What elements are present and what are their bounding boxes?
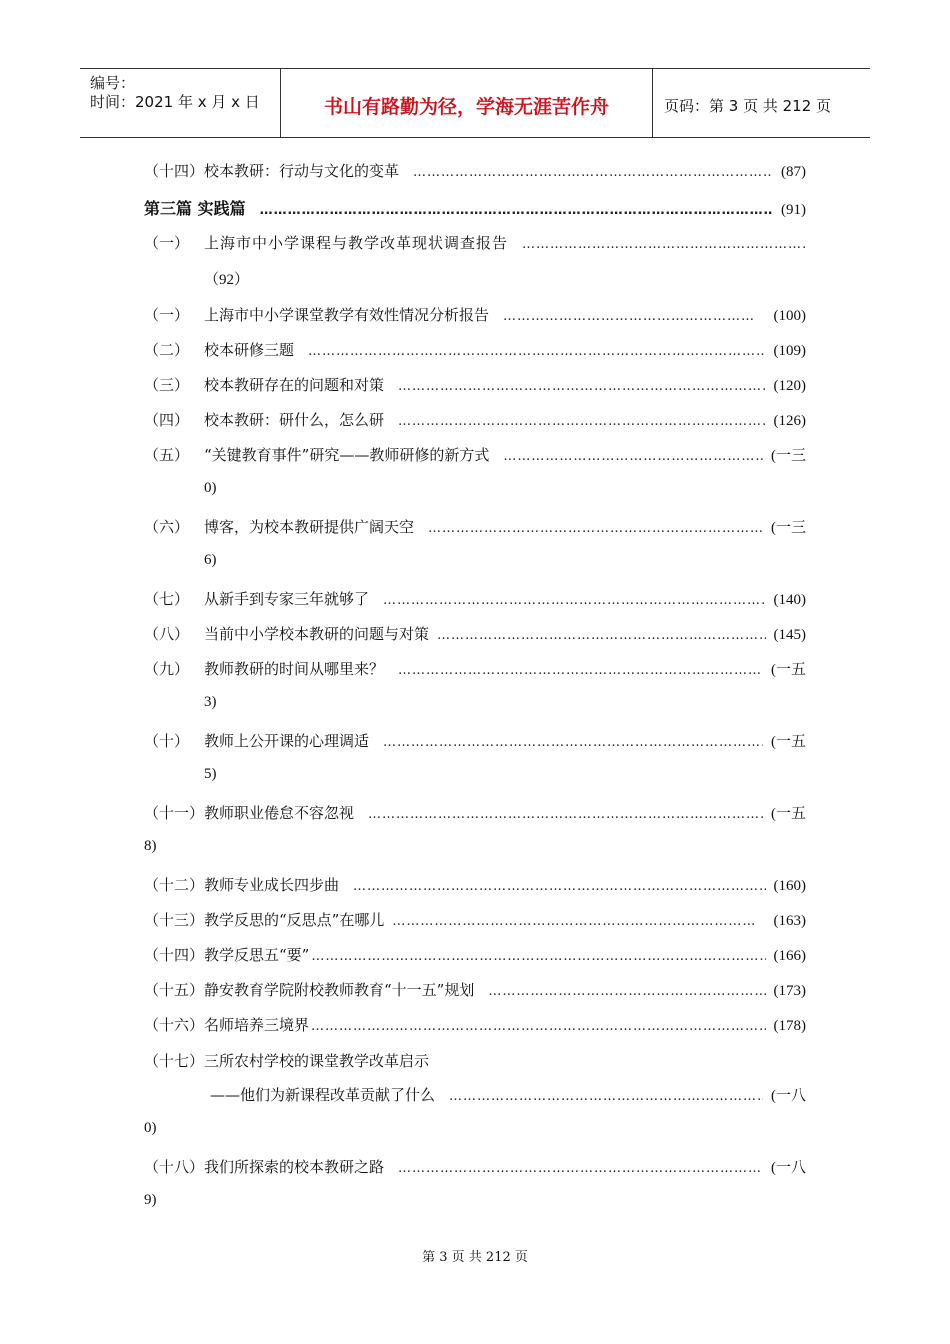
toc-part-heading[interactable] (144, 196, 806, 218)
toc-part-title: 第三篇 实践篇 (144, 199, 246, 218)
toc-leader-dots (503, 309, 755, 324)
toc-entry-number: （三） (144, 376, 190, 394)
toc-leader-dots (308, 344, 765, 359)
toc-leader-dots (488, 984, 765, 999)
toc-entry-page: (一五 (771, 662, 806, 678)
toc-entry-title: “关键教育事件”研究——教师研修的新方式 (204, 446, 490, 464)
toc-entry-number: （十） (144, 732, 190, 750)
toc-entry-title: 校本教研存在的问题和对策 (204, 376, 385, 394)
toc-entry-page: (109) (773, 343, 806, 359)
toc-entry[interactable] (144, 730, 806, 752)
code-label: 编号： (90, 74, 136, 92)
toc-entry-page-continuation: 0) (144, 1120, 157, 1136)
toc-entry-number: （一） (144, 306, 190, 324)
toc-leader-dots (368, 807, 763, 822)
toc-entry-page: (163) (773, 913, 806, 929)
toc-entry-page: (140) (773, 592, 806, 608)
toc-entry[interactable] (144, 160, 806, 182)
toc-entry[interactable] (144, 232, 806, 254)
toc-entry-title: 上海市中小学课堂教学有效性情况分析报告 (204, 306, 490, 324)
toc-entry-number: （十五） (144, 981, 205, 999)
toc-leader-dots (398, 379, 765, 394)
toc-leader-dots (449, 1089, 763, 1104)
toc-entry[interactable] (144, 339, 806, 361)
toc-entry-number: （九） (144, 660, 190, 678)
toc-entry-title: 教师上公开课的心理调适 (204, 732, 370, 750)
toc-entry-number: （十六） (144, 1016, 205, 1034)
toc-entry-title: 教师专业成长四步曲 (204, 876, 340, 894)
toc-entry-title: 校本教研：行动与文化的变革 (204, 162, 400, 180)
toc-entry-number: （五） (144, 446, 190, 464)
toc-leader-dots (428, 521, 763, 536)
toc-entry-title: 教学反思五“要” (204, 946, 310, 964)
toc-entry-page: (126) (773, 413, 806, 429)
toc-entry-title: 静安教育学院附校教师教育“十一五”规划 (204, 981, 475, 999)
toc-entry-page: (120) (773, 378, 806, 394)
toc-entry-title: 教学反思的“反思点”在哪儿 (204, 911, 385, 929)
toc-entry-page: (一五 (771, 806, 806, 822)
toc-leader-dots (260, 203, 773, 218)
toc-entry-number: （十四） (144, 946, 205, 964)
toc-leader-dots (522, 237, 806, 252)
toc-entry-number: （二） (144, 341, 190, 359)
toc-entry-title: 校本研修三题 (204, 341, 295, 359)
toc-entry-title: ——他们为新课程改革贡献了什么 (210, 1086, 436, 1104)
toc-entry-number: （十七） (144, 1052, 205, 1070)
toc-entry-number: （四） (144, 411, 190, 429)
toc-leader-dots (311, 949, 765, 964)
toc-entry-page: (100) (773, 308, 806, 324)
toc-entry[interactable] (144, 802, 806, 824)
toc-entry-number: （十三） (144, 911, 205, 929)
toc-entry[interactable] (144, 1050, 806, 1072)
toc-entry[interactable] (144, 909, 806, 931)
toc-entry[interactable] (144, 658, 806, 680)
page-header (80, 68, 870, 138)
toc-entry-title: 上海市中小学课程与教学改革现状调查报告 (204, 234, 509, 252)
toc-entry[interactable] (144, 623, 806, 645)
toc-leader-dots (383, 735, 763, 750)
toc-entry-number: （十一） (144, 804, 205, 822)
toc-entry-page: (173) (773, 983, 806, 999)
toc-entry-title: 我们所探索的校本教研之路 (204, 1158, 385, 1176)
toc-entry-title: 三所农村学校的课堂教学改革启示 (204, 1052, 430, 1070)
toc-entry-page: (一八 (771, 1088, 806, 1104)
toc-entry[interactable] (144, 588, 806, 610)
toc-entry-page-continuation: 5) (204, 766, 217, 782)
toc-entry[interactable] (144, 444, 806, 466)
toc-entry-page: (178) (773, 1018, 806, 1034)
toc-leader-dots (503, 449, 763, 464)
toc-entry[interactable] (144, 1014, 806, 1036)
toc-leader-dots (413, 165, 773, 180)
toc-entry-page: (166) (773, 948, 806, 964)
toc-entry-title: 教师职业倦怠不容忽视 (204, 804, 355, 822)
toc-entry-page-continuation: （92） (204, 272, 250, 288)
toc-entry-title: 教师教研的时间从哪里来？ (204, 660, 385, 678)
toc-entry-page-continuation: 6) (204, 552, 217, 568)
toc-leader-dots (398, 663, 763, 678)
header-meta-cell (80, 69, 281, 137)
toc-entry-page-continuation: 9) (144, 1192, 157, 1208)
toc-leader-dots (392, 914, 755, 929)
toc-entry-number: （八） (144, 625, 190, 643)
page-footer: 第 3 页 共 212 页 (422, 1250, 528, 1265)
header-motto: 书山有路勤为径，学海无涯苦作舟 (281, 69, 653, 137)
header-page-info: 页码：第 3 页 共 212 页 (664, 96, 832, 115)
toc-entry-page: (145) (773, 627, 806, 643)
toc-leader-dots (383, 593, 765, 608)
toc-entry-page: (一三 (771, 520, 806, 536)
toc-entry-title: 名师培养三境界 (204, 1016, 310, 1034)
toc-entry-page-continuation: 8) (144, 838, 157, 854)
toc-entry-page: (160) (773, 878, 806, 894)
toc-entry-number: （十二） (144, 876, 205, 894)
toc-entry-page: (87) (781, 164, 806, 180)
toc-leader-dots (353, 879, 765, 894)
toc-entry-subtitle[interactable] (210, 1084, 806, 1106)
toc-leader-dots (311, 1019, 765, 1034)
toc-entry[interactable] (144, 409, 806, 431)
toc-entry-title: 校本教研：研什么，怎么研 (204, 411, 385, 429)
toc-entry-number: （十八） (144, 1158, 205, 1176)
toc-entry-number: （一） (144, 234, 190, 252)
toc-entry[interactable] (144, 304, 806, 326)
toc-entry-page: (一三 (771, 448, 806, 464)
toc-entry-page: (一五 (771, 734, 806, 750)
toc-entry-title: 从新手到专家三年就够了 (204, 590, 370, 608)
toc-entry-page-continuation: 0) (204, 480, 217, 496)
toc-entry[interactable] (144, 979, 806, 1001)
toc-entry-number: （十四） (144, 162, 205, 180)
toc-entry-page: (91) (781, 202, 806, 218)
toc-entry-title: 当前中小学校本教研的问题与对策 (204, 625, 430, 643)
toc-entry[interactable] (144, 874, 806, 896)
toc-entry[interactable] (144, 1156, 806, 1178)
toc-entry-page: (一八 (771, 1160, 806, 1176)
toc-entry-page-continuation: 3) (204, 694, 217, 710)
toc-leader-dots (437, 628, 765, 643)
toc-leader-dots (398, 414, 765, 429)
toc-leader-dots (398, 1161, 763, 1176)
toc-entry[interactable] (144, 944, 806, 966)
toc-entry-number: （七） (144, 590, 190, 608)
toc-entry-title: 博客，为校本教研提供广阔天空 (204, 518, 415, 536)
toc-entry-number: （六） (144, 518, 190, 536)
toc-entry[interactable] (144, 374, 806, 396)
toc-entry[interactable] (144, 516, 806, 538)
date-label: 时间：2021 年 x 月 x 日 (90, 93, 260, 111)
